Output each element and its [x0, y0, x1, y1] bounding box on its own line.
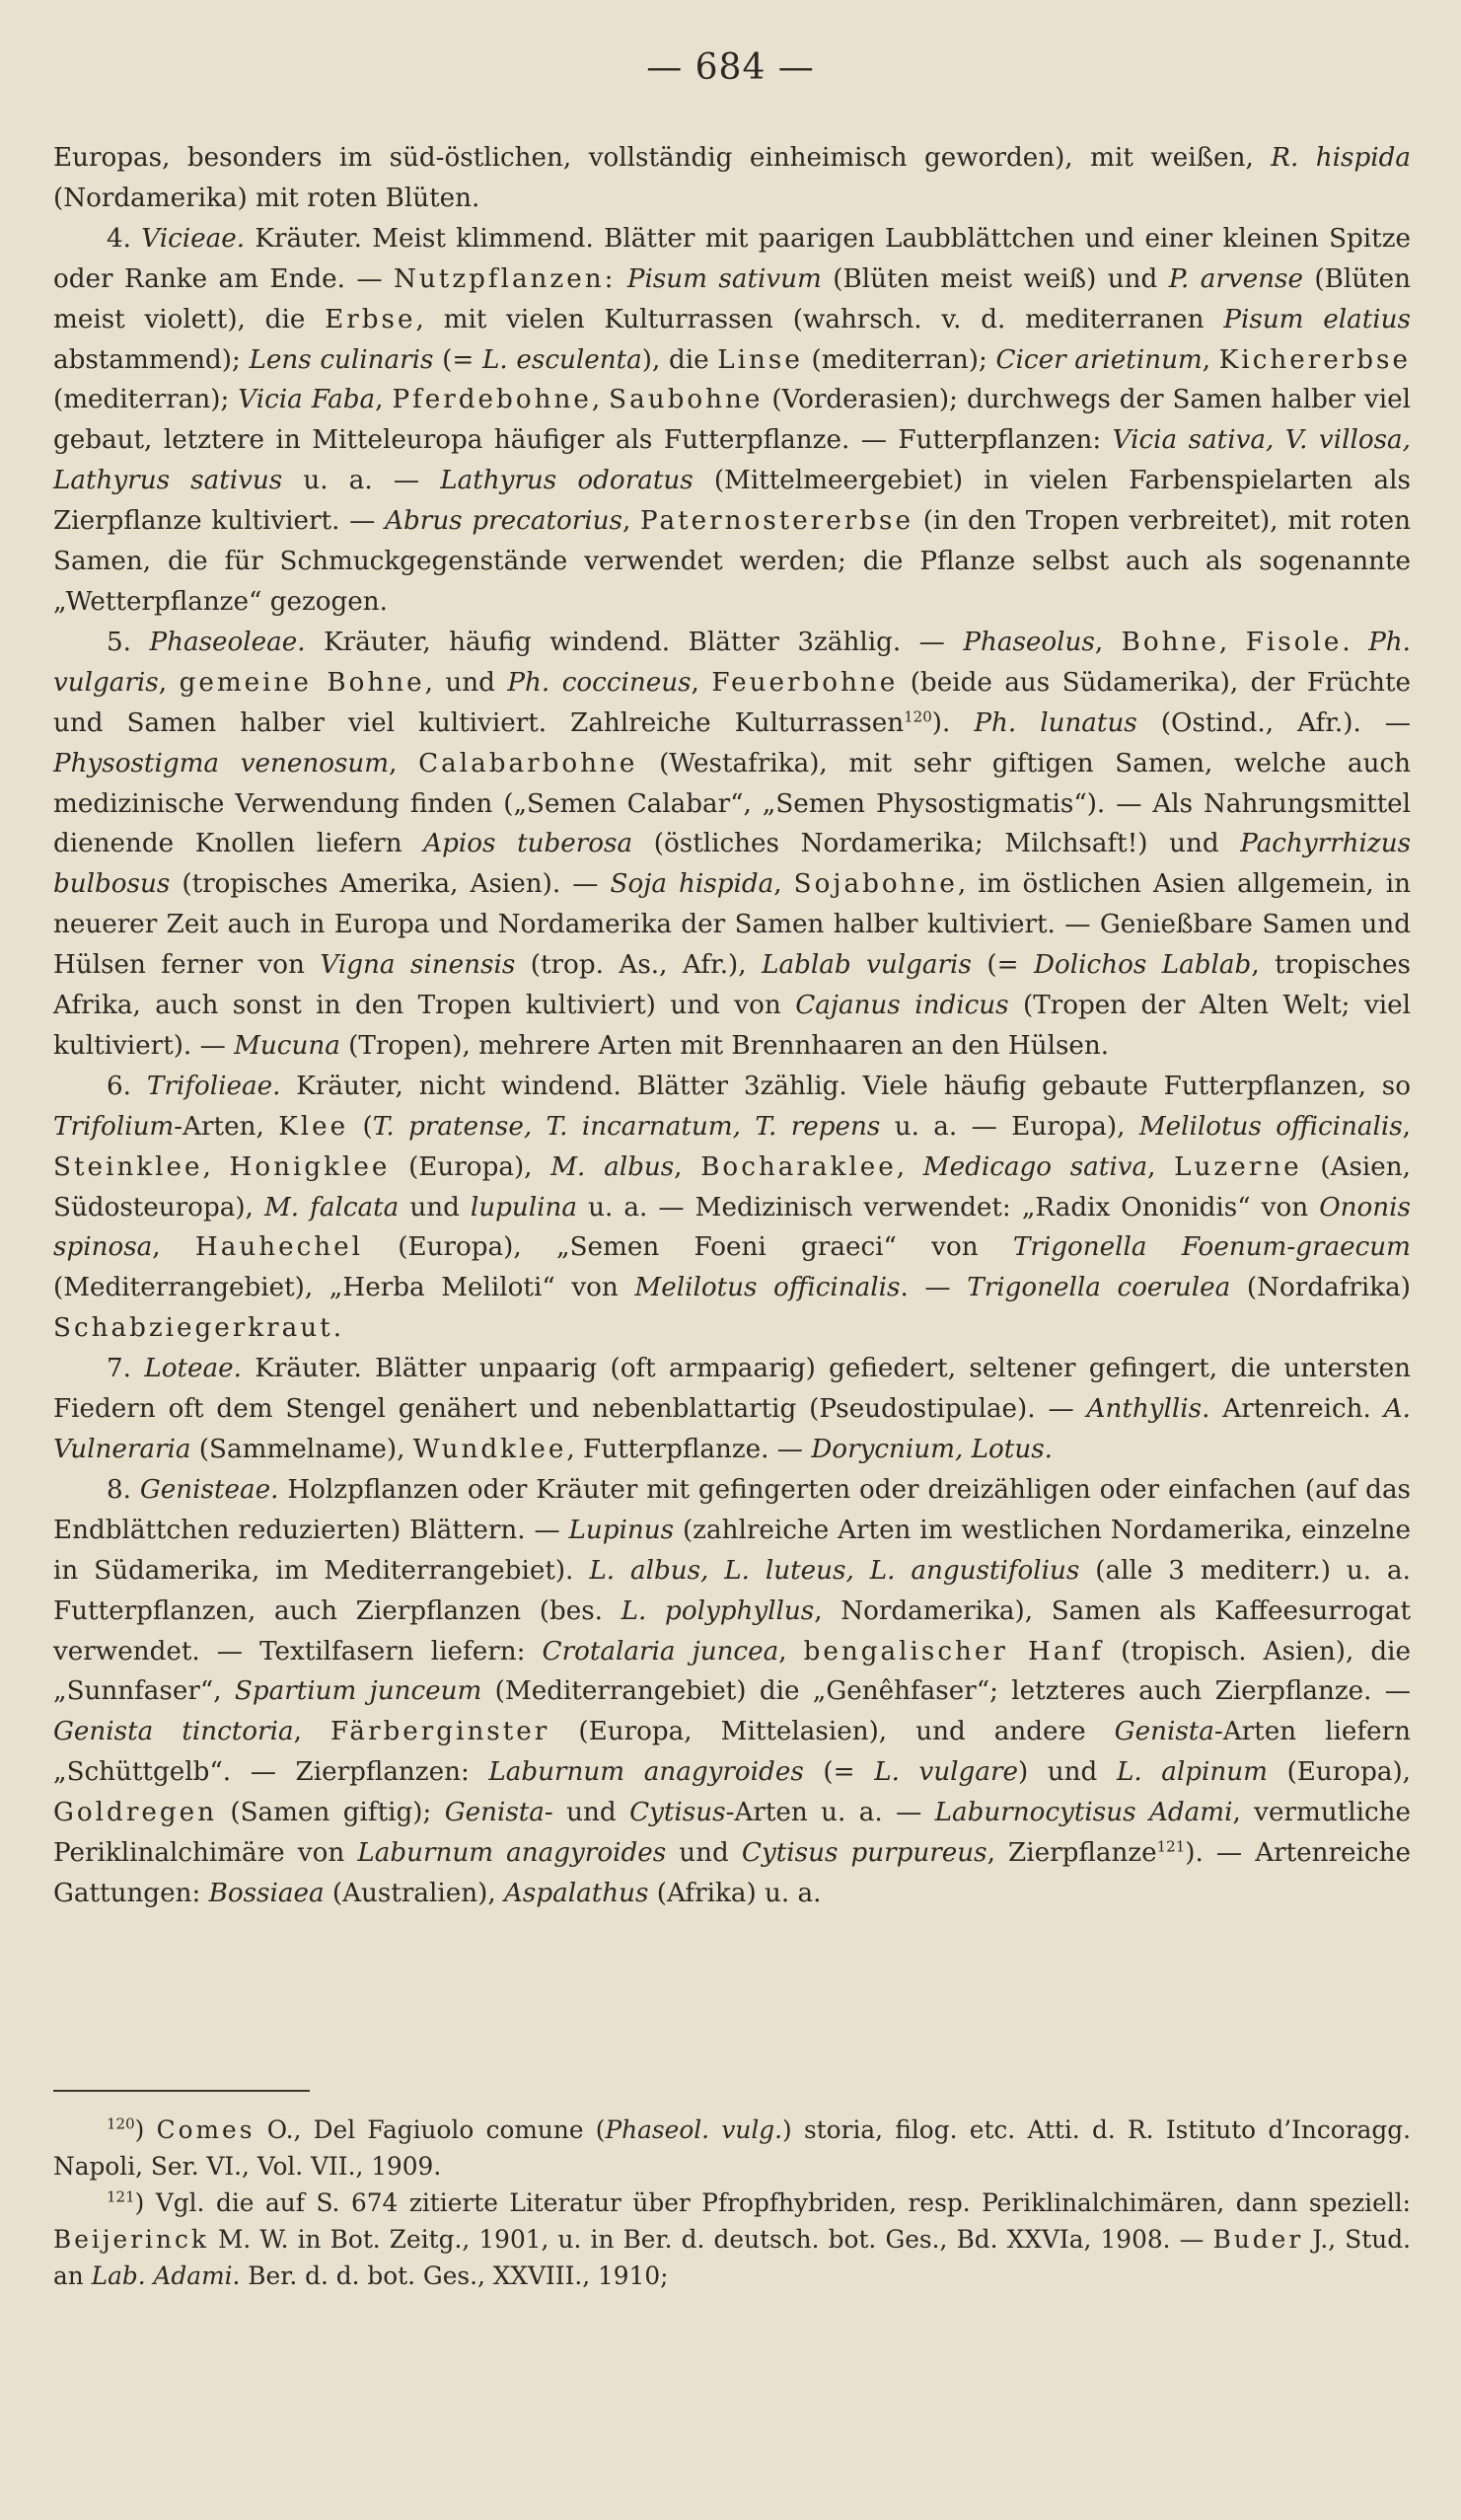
- text-run: Europas, besonders im süd-östlichen, vollständig einheimisch geworden), mit weißen,: [53, 143, 1272, 173]
- text-run: ) Vgl. die auf S. 674 zitierte Literatur über Pfropfhybriden, resp. Periklinalchimären, dann speziell:: [134, 2188, 1411, 2217]
- text-run: Kräuter. Meist klimmend. Blätter mit paarigen Laubblättchen und einer kleinen Spitze oder Ranke am Ende. —: [53, 223, 1412, 294]
- text-run: (in den Tropen verbreitet), mit roten Samen, die für Schmuckgegenstände verwendet werden; die Pflanze selbst auch als sogenannte „Wetterpflanze“ gezogen.: [53, 506, 1411, 617]
- italic-term: Genista: [444, 1798, 545, 1828]
- text-run: .: [1342, 627, 1369, 657]
- text-run: ).: [931, 707, 975, 738]
- italic-term: L. esculenta: [481, 344, 642, 375]
- text-run: u. a. —: [282, 466, 441, 496]
- italic-term: Lathyrus odoratus: [440, 466, 694, 496]
- italic-term: A. Vulneraria: [53, 1394, 1411, 1464]
- text-run: ,: [293, 1717, 330, 1747]
- text-run: . —: [900, 1273, 968, 1303]
- italic-term: Dolichos Lablab: [1034, 950, 1252, 981]
- spaced-term: Beijerinck: [53, 2225, 209, 2254]
- text-run: , Zierpflanze: [986, 1838, 1157, 1869]
- italic-term: Melilotus officinalis: [634, 1273, 901, 1303]
- spaced-term: Paternostererbse: [640, 506, 913, 537]
- footnote: [53, 2112, 1411, 2185]
- text-run: (Afrika) u. a.: [648, 1878, 822, 1908]
- text-run: ,: [896, 1151, 923, 1182]
- italic-term: Vicia Faba: [238, 385, 376, 415]
- text-run: (Westafrika), mit sehr giftigen Samen, welche auch medizinische Verwendung finden („Semen Calabar“, „Semen Physostigmatis“). — Als Nahrungsmittel dienende Knollen liefern: [53, 748, 1411, 859]
- text-run: , vermutliche Periklinalchimäre von: [53, 1798, 1411, 1869]
- spaced-term: Hauhechel: [194, 1232, 363, 1263]
- text-run: (Ostind., Afr.). —: [1136, 707, 1411, 738]
- text-run: M. W. in Bot. Zeitg., 1901, u. in Ber. d. deutsch. bot. Ges., Bd. XXVIa, 1908. —: [208, 2225, 1213, 2254]
- italic-term: Phaseol. vulg.: [605, 2115, 783, 2144]
- text-run: . Artenreich.: [1202, 1394, 1384, 1425]
- text-run: ,: [1094, 627, 1122, 657]
- spaced-term: Kichererbse: [1218, 344, 1411, 375]
- spaced-term: Goldregen: [53, 1798, 217, 1828]
- italic-term: Apios tuberosa: [423, 829, 633, 859]
- text-run: und: [666, 1838, 742, 1869]
- text-run: -Arten u. a. —: [725, 1798, 935, 1828]
- italic-term: Phaseoleae.: [149, 627, 306, 657]
- italic-term: Crotalaria juncea: [542, 1636, 779, 1667]
- page-number: — 684 —: [646, 47, 815, 88]
- text-run: (Samen giftig);: [216, 1798, 445, 1828]
- italic-term: lupulina: [470, 1192, 578, 1223]
- text-run: ), die: [641, 344, 718, 375]
- text-run: - und: [544, 1798, 630, 1828]
- footnote-marker: 121: [1156, 1837, 1186, 1856]
- spaced-term: Linse: [717, 344, 803, 375]
- italic-term: Medicago sativa: [922, 1151, 1148, 1182]
- footnote: [53, 2185, 1411, 2294]
- italic-term: Vigna sinensis: [320, 950, 516, 981]
- text-run: (Nordafrika): [1230, 1273, 1411, 1303]
- italic-term: R. hispida: [1271, 143, 1412, 173]
- spaced-term: Feuerbohne: [711, 667, 899, 698]
- footnote-marker: 120: [904, 706, 932, 725]
- text-run: , Nordamerika), Samen als Kaffeesurrogat verwendet. — Textilfasern liefern:: [53, 1595, 1411, 1667]
- text-run: Kräuter, häufig windend. Blätter 3zählig. —: [305, 627, 964, 657]
- spaced-term: Erbse: [325, 304, 416, 334]
- text-run: Holzpflanzen oder Kräuter mit gefingerten oder dreizähligen oder einfachen (auf das Endblättchen reduzierten) Blättern. —: [53, 1474, 1411, 1545]
- text-run: ,: [778, 1636, 804, 1667]
- text-run: 7.: [107, 1354, 145, 1384]
- text-run: ,: [1202, 344, 1219, 375]
- italic-term: Ph. lunatus: [974, 707, 1137, 738]
- text-run: ,: [691, 667, 712, 698]
- italic-term: Cicer arietinum: [995, 344, 1203, 375]
- text-run: (Mittelmeergebiet) in vielen Farbenspielarten als Zierpflanze kultiviert. —: [53, 466, 1411, 537]
- italic-term: Vicieae.: [141, 223, 246, 254]
- paragraph: [53, 623, 1411, 1067]
- footnote-marker: 120: [107, 2114, 135, 2133]
- text-run: [616, 264, 626, 294]
- italic-term: M. falcata: [263, 1192, 400, 1223]
- text-run: (Tropen der Alten Welt; viel kultiviert). —: [53, 991, 1411, 1061]
- text-run: .: [332, 1313, 342, 1344]
- text-run: (Tropen), mehrere Arten mit Brennhaaren an den Hülsen.: [339, 1030, 1110, 1061]
- paragraph: [53, 1470, 1411, 1914]
- spaced-term: Sojabohne: [793, 869, 958, 900]
- text-run: ) und: [1017, 1757, 1117, 1788]
- text-run: (Europa), „Semen Foeni graeci“ von: [363, 1232, 1013, 1263]
- italic-term: T. pratense, T. incarnatum, T. repens: [372, 1111, 881, 1142]
- spaced-term: Steinklee: [53, 1151, 203, 1182]
- italic-term: Pisum sativum: [626, 263, 822, 294]
- italic-term: Trigonella coerulea: [967, 1273, 1231, 1303]
- spaced-term: Saubohne: [609, 385, 764, 415]
- text-run: , im östlichen Asien allgemein, in neuerer Zeit auch in Europa und Nordamerika der Samen halber kultiviert. — Genießbare Samen und Hülsen ferner von: [53, 869, 1411, 981]
- footnote-rule: [53, 2090, 310, 2092]
- italic-term: Bossiaea: [208, 1878, 325, 1908]
- text-run: abstammend);: [53, 344, 250, 375]
- text-run: ,: [152, 1232, 195, 1263]
- text-run: (östliches Nordamerika; Milchsaft!) und: [632, 829, 1241, 859]
- text-run: (Blüten meist weiß) und: [821, 263, 1169, 294]
- italic-term: Ph. coccineus: [507, 667, 692, 698]
- text-run: (Vorderasien); durchwegs der Samen halber viel gebaut, letztere in Mitteleuropa häufiger als Futterpflanze. — Futterpflanzen:: [53, 385, 1411, 456]
- text-run: Kräuter, nicht windend. Blätter 3zählig. Viele häufig gebaute Futterpflanzen, so: [280, 1071, 1411, 1101]
- italic-term: Vicia sativa, V. villosa, Lathyrus sativus: [53, 425, 1411, 496]
- text-run: ,: [674, 1151, 701, 1182]
- spaced-term: Calabarbohne: [418, 748, 638, 778]
- text-run: u. a. — Europa),: [880, 1111, 1139, 1142]
- text-run: (trop. As., Afr.),: [515, 950, 763, 981]
- italic-term: Abrus precatorius: [385, 506, 622, 537]
- text-run: u. a. — Medizinisch verwendet: „Radix Ononidis“ von: [577, 1192, 1320, 1223]
- text-run: 6.: [107, 1071, 147, 1101]
- text-run: ,: [591, 385, 610, 415]
- italic-term: Soja hispida: [610, 869, 774, 900]
- paragraph: [53, 219, 1411, 623]
- text-run: (Blüten meist violett), die: [53, 263, 1412, 334]
- paragraph: [53, 1067, 1411, 1349]
- text-run: (beide aus Südamerika), der Früchte und Samen halber viel kultiviert. Zahlreiche Kulturrassen: [53, 667, 1411, 738]
- italic-term: L. vulgare: [874, 1757, 1018, 1788]
- paragraph: [53, 138, 1411, 219]
- italic-term: Cajanus indicus: [795, 991, 1009, 1021]
- italic-term: Melilotus officinalis: [1138, 1111, 1403, 1142]
- text-run: ,: [1402, 1111, 1411, 1142]
- text-run: (tropisch. Asien), die „Sunnfaser“,: [53, 1636, 1412, 1707]
- spaced-term: gemeine Bohne: [179, 667, 425, 698]
- footnotes: [53, 2112, 1411, 2294]
- text-run: (Australien),: [324, 1878, 504, 1908]
- text-run: ,: [773, 869, 794, 900]
- italic-term: L. polyphyllus: [621, 1595, 815, 1626]
- text-run: ) storia, filog. etc. Atti. d. R. Istituto d’Incoragg. Napoli, Ser. VI., Vol. VII., 1909.: [53, 2115, 1411, 2181]
- spaced-term: Schabziegerkraut: [53, 1313, 333, 1344]
- text-run: J., Stud. an: [53, 2225, 1411, 2290]
- footnote-marker: 121: [107, 2187, 135, 2206]
- spaced-term: Luzerne: [1174, 1151, 1302, 1182]
- text-run: (: [348, 1111, 373, 1142]
- text-run: ): [134, 2115, 157, 2144]
- text-run: ,: [389, 748, 419, 778]
- text-run: (mediterran);: [802, 344, 996, 375]
- italic-term: Lablab vulgaris: [762, 950, 972, 981]
- text-run: (Europa),: [1267, 1757, 1411, 1788]
- spaced-term: bengalischer Hanf: [803, 1636, 1104, 1667]
- italic-term: Physostigma venenosum: [53, 748, 390, 778]
- text-run: 8.: [107, 1474, 140, 1505]
- paragraph: [53, 1349, 1411, 1470]
- italic-term: M. albus: [550, 1151, 675, 1182]
- italic-term: Trifolieae.: [146, 1071, 281, 1101]
- italic-term: Trigonella Foenum-graecum: [1012, 1232, 1411, 1263]
- italic-term: Mucuna: [234, 1030, 340, 1061]
- italic-term: Laburnum anagyroides: [488, 1757, 804, 1788]
- text-run: , und: [424, 667, 508, 698]
- spaced-term: Nutzpflanzen:: [394, 263, 617, 294]
- body-text: [53, 138, 1411, 1914]
- text-run: (Mediterrangebiet), „Herba Meliloti“ von: [53, 1273, 635, 1303]
- text-run: O., Del Fagiuolo comune (: [255, 2115, 606, 2144]
- italic-term: Cytisus purpureus: [741, 1838, 987, 1869]
- italic-term: Spartium junceum: [234, 1676, 482, 1707]
- italic-term: P. arvense: [1168, 263, 1303, 294]
- italic-term: Loteae.: [144, 1354, 242, 1384]
- text-run: -Arten,: [174, 1111, 279, 1142]
- text-run: -Arten liefern „Schüttgelb“. — Zierpflanzen:: [53, 1717, 1411, 1788]
- italic-term: Lupinus: [568, 1515, 675, 1545]
- text-run: ,: [1218, 627, 1246, 657]
- text-run: (Mediterrangebiet) die „Genêhfaser“; letzteres auch Zierpflanze. —: [481, 1676, 1411, 1707]
- spaced-term: Bohne: [1121, 627, 1219, 657]
- text-run: (zahlreiche Arten im westlichen Nordamerika, einzelne in Südamerika, im Mediterrangebiet).: [53, 1515, 1411, 1586]
- text-run: ,: [1147, 1151, 1175, 1182]
- italic-term: Trifolium: [53, 1111, 175, 1142]
- italic-term: Laburnum anagyroides: [357, 1838, 667, 1869]
- italic-term: L. alpinum: [1116, 1757, 1268, 1788]
- spaced-term: Honigklee: [229, 1151, 391, 1182]
- text-run: (Nordamerika) mit roten Blüten.: [53, 183, 480, 213]
- text-run: ,: [202, 1151, 230, 1182]
- italic-term: Pachyrrhizus bulbosus: [53, 829, 1412, 900]
- text-run: . Ber. d. d. bot. Ges., XXVIII., 1910;: [232, 2261, 669, 2290]
- text-run: (Europa, Mittelasien), und andere: [549, 1717, 1115, 1747]
- italic-term: Cytisus: [629, 1798, 726, 1828]
- text-run: (alle 3 mediterr.) u. a. Futterpflanzen, auch Zierpflanzen (bes.: [53, 1555, 1411, 1626]
- italic-term: Laburnocytisus Adami: [934, 1798, 1233, 1828]
- italic-term: Anthyllis: [1086, 1394, 1203, 1425]
- spaced-term: Fisole: [1245, 627, 1343, 657]
- italic-term: Genista tinctoria: [53, 1717, 294, 1747]
- italic-term: L. albus, L. luteus, L. angustifolius: [589, 1555, 1080, 1586]
- text-run: ,: [621, 506, 641, 537]
- spaced-term: Comes: [156, 2115, 256, 2144]
- italic-term: Genisteae.: [139, 1474, 279, 1505]
- text-run: (Europa),: [390, 1151, 551, 1182]
- spaced-term: Pferdebohne: [392, 385, 592, 415]
- italic-term: Phaseolus: [963, 627, 1095, 657]
- italic-term: Pisum elatius: [1223, 304, 1411, 334]
- text-run: Kräuter. Blätter unpaarig (oft armpaarig) gefiedert, seltener gefingert, die untersten Fiedern oft dem Stengel genähert und nebenblattartig (Pseudostipulae). —: [53, 1354, 1412, 1425]
- text-run: (Asien, Südosteuropa),: [53, 1151, 1411, 1223]
- italic-term: Genista: [1114, 1717, 1214, 1747]
- italic-term: Dorycnium, Lotus.: [811, 1435, 1053, 1464]
- italic-term: Ph. vulgaris: [53, 627, 1411, 698]
- text-run: und: [399, 1192, 471, 1223]
- spaced-term: Buder: [1212, 2225, 1304, 2254]
- spaced-term: Färberginster: [330, 1717, 550, 1747]
- text-run: (Sammelname),: [190, 1435, 413, 1464]
- spaced-term: Bocharaklee: [700, 1151, 897, 1182]
- text-run: (=: [971, 950, 1035, 981]
- text-run: 5.: [107, 627, 150, 657]
- italic-term: Lab. Adami: [91, 2261, 233, 2290]
- italic-term: Aspalathus: [504, 1878, 649, 1908]
- text-run: (mediterran);: [53, 385, 239, 415]
- text-run: ). — Artenreiche Gattungen:: [53, 1838, 1411, 1908]
- text-run: , tropisches Afrika, auch sonst in den Tropen kultiviert) und von: [53, 950, 1411, 1021]
- text-run: , mit vielen Kulturrassen (wahrsch. v. d. mediterranen: [415, 304, 1224, 334]
- text-run: ,: [158, 667, 180, 698]
- italic-term: Ononis spinosa: [53, 1192, 1411, 1263]
- spaced-term: Klee: [278, 1111, 349, 1142]
- text-run: (tropisches Amerika, Asien). —: [170, 869, 611, 900]
- text-run: ,: [375, 385, 393, 415]
- text-run: , Futterpflanze. —: [566, 1435, 812, 1464]
- italic-term: Lens culinaris: [249, 344, 434, 375]
- text-run: 4.: [107, 223, 142, 254]
- spaced-term: Wundklee: [412, 1435, 567, 1464]
- text-run: (=: [433, 344, 482, 375]
- text-run: (=: [803, 1757, 875, 1788]
